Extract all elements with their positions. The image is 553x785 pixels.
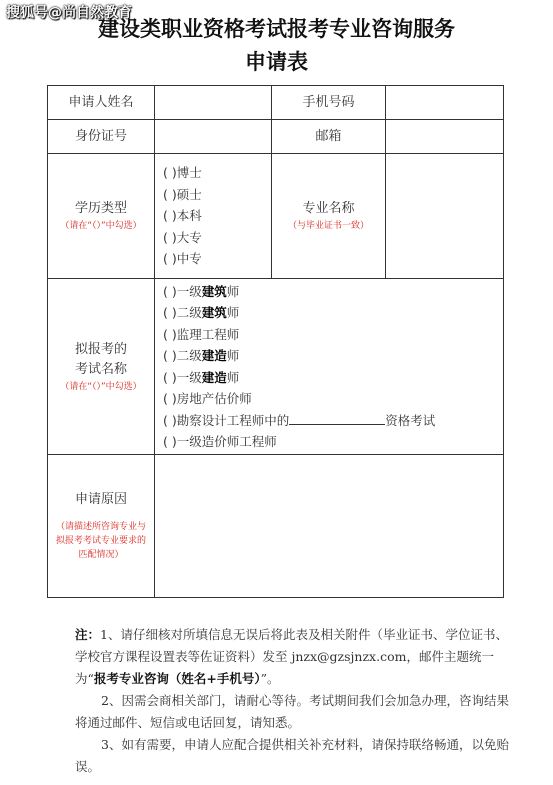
major-name-label: 专业名称 bbox=[302, 201, 355, 216]
phone-label: 手机号码 bbox=[272, 86, 386, 120]
education-type-note: （请在“（）”中勾选） bbox=[60, 221, 142, 231]
reason-cell bbox=[48, 455, 155, 598]
exam-option-constructor-l1[interactable]: ( )一级建造师 bbox=[163, 369, 240, 385]
education-option-college[interactable]: ( )大专 bbox=[163, 229, 202, 245]
major-name-note: （与毕业证书一致） bbox=[287, 221, 369, 231]
email-label: 邮箱 bbox=[272, 120, 386, 154]
applicant-name-label: 申请人姓名 bbox=[48, 86, 155, 120]
exam-option-constructor-l2[interactable]: ( )二级建造师 bbox=[163, 348, 240, 363]
reason-field[interactable] bbox=[155, 455, 504, 598]
exam-option-supervision-engineer[interactable]: ( )监理工程师 bbox=[163, 326, 240, 342]
note-2: 2、因需会商相关部门，请耐心等待。考试期间我们会加急办理，咨询结果将通过邮件、短信或电话回复，请知悉。 bbox=[75, 693, 509, 730]
exam-name-cell bbox=[48, 279, 155, 455]
id-number-label: 身份证号 bbox=[48, 120, 155, 154]
exam-name-note: （请在“（）”中勾选） bbox=[60, 381, 142, 392]
note-1: 注：1、请仔细核对所填信息无误后将此表及相关附件（毕业证书、学位证书、学校官方课程设置表等佐证资料）发至 jnzx@gzsjnzx.com，邮件主题统一为“报考专业咨询（姓名+手机号）”。 bbox=[75, 627, 508, 686]
id-number-field[interactable] bbox=[155, 120, 272, 154]
education-options bbox=[155, 154, 272, 279]
notes-section bbox=[75, 624, 515, 778]
form-subtitle: 申请表 bbox=[245, 49, 308, 74]
education-option-secondary[interactable]: ( )中专 bbox=[163, 251, 202, 267]
applicant-name-field[interactable] bbox=[155, 86, 272, 120]
reason-note: （请描述所咨询专业与拟报考考试专业要求的匹配情况） bbox=[55, 522, 146, 560]
exam-option-architect-l2[interactable]: ( )二级建筑师 bbox=[163, 305, 240, 320]
exam-name-blank[interactable] bbox=[289, 413, 385, 425]
education-option-phd[interactable]: ( )博士 bbox=[163, 165, 202, 181]
exam-option-architect-l1[interactable]: ( )一级建筑师 bbox=[163, 283, 240, 299]
exam-option-survey-design-engineer[interactable]: ( )勘察设计工程师中的 资格考试 bbox=[163, 412, 436, 428]
exam-option-real-estate-appraiser[interactable]: ( )房地产估价师 bbox=[163, 391, 252, 406]
form-title: 建设类职业资格考试报考专业咨询服务 bbox=[98, 16, 455, 41]
phone-field[interactable] bbox=[386, 86, 504, 120]
reason-label: 申请原因 bbox=[74, 492, 127, 507]
exam-name-label-line1: 拟报考的 bbox=[74, 341, 127, 357]
education-type-cell bbox=[48, 154, 155, 279]
exam-name-label-line2: 考试名称 bbox=[74, 361, 127, 377]
major-name-field[interactable] bbox=[386, 154, 504, 279]
exam-options bbox=[155, 279, 504, 455]
exam-option-cost-engineer-l1[interactable]: ( )一级造价师工程师 bbox=[163, 434, 277, 449]
education-option-master[interactable]: ( )硕士 bbox=[163, 186, 202, 202]
education-option-bachelor[interactable]: ( )本科 bbox=[163, 208, 202, 224]
application-form-table bbox=[47, 85, 504, 598]
email-field[interactable] bbox=[386, 120, 504, 154]
education-type-label: 学历类型 bbox=[74, 201, 127, 216]
major-name-cell bbox=[272, 154, 386, 279]
watermark-text: 搜狐号@尚自然教育 bbox=[6, 5, 132, 21]
note-3: 3、如有需要，申请人应配合提供相关补充材料，请保持联络畅通，以免贻误。 bbox=[75, 737, 509, 774]
